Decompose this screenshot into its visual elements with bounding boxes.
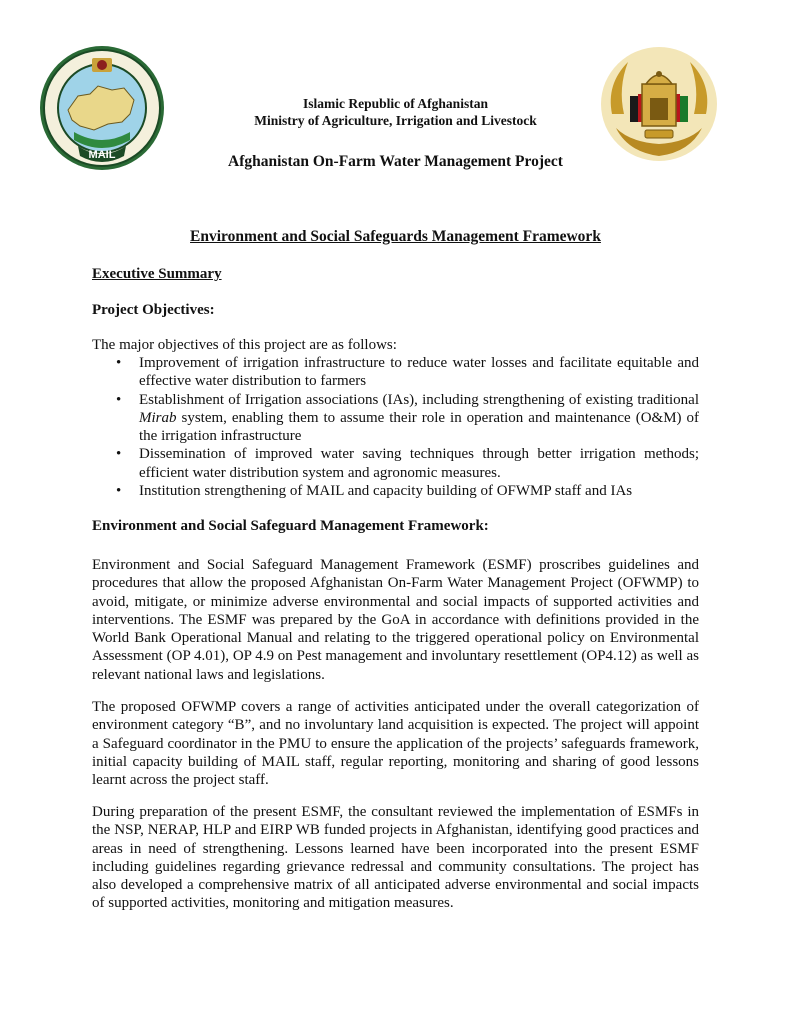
project-title: Afghanistan On-Farm Water Management Project <box>228 153 563 170</box>
document-title: Environment and Social Safeguards Management Framework <box>190 228 601 245</box>
bullet-icon: • <box>116 483 122 500</box>
objectives-intro: The major objectives of this project are as follows: <box>92 337 397 353</box>
objective-emphasis: Mirab <box>139 409 177 426</box>
esmf-paragraph-1: Environment and Social Safeguard Management Framework (ESMF) proscribes guidelines and procedures that allow the proposed Afghanistan On-Farm Water Management Project (OFWMP) to avoid, mitigate, or minimize adverse environmental and social impacts of supported activities and interventions. The ESMF was prepared by the GoA in accordance with definitions provided in the World Bank Operational Manual and relating to the triggered operational policy on Environmental Assessment (OP 4.01), OP 4.9 on Pest management and involuntary resettlement (OP4.12) as well as relevant national laws and legislations. <box>92 557 699 683</box>
esmf-paragraph-3: During preparation of the present ESMF, the consultant reviewed the implementation of ESMFs in the NSP, NERAP, HLP and EIRP WB funded projects in Afghanistan, identifying good practices and areas in need of strengthening. Lessons learned have been incorporated into the present ESMF including guidelines regarding grievance redressal and community consultations. The project has also developed a comprehensive matrix of all anticipated adverse environmental and social impacts of supported activities, monitoring and mitigation measures. <box>92 804 699 912</box>
list-item <box>92 482 699 500</box>
objective-text-post: system, enabling them to assume their role in operation and maintenance (O&M) of the irrigation infrastructure <box>139 409 699 445</box>
bullet-icon: • <box>116 391 122 408</box>
objective-text: Improvement of irrigation infrastructure to reduce water losses and facilitate equitable and effective water distribution to farmers <box>139 355 699 390</box>
bullet-icon: • <box>116 446 122 463</box>
objective-text: Institution strengthening of MAIL and capacity building of OFWMP staff and IAs <box>139 483 633 500</box>
objectives-heading: Project Objectives: <box>92 302 215 318</box>
list-item <box>92 354 699 391</box>
esmf-heading: Environment and Social Safeguard Management Framework: <box>92 518 489 534</box>
objective-text: Dissemination of improved water saving techniques through better irrigation methods; efficient water distribution system and agronomic measures. <box>139 446 699 481</box>
objective-text-pre: Establishment of Irrigation associations (IAs), including strengthening of existing traditional <box>139 391 699 408</box>
header-ministry: Ministry of Agriculture, Irrigation and Livestock <box>254 113 537 128</box>
list-item <box>92 391 699 446</box>
objectives-list <box>92 354 699 500</box>
executive-summary-heading: Executive Summary <box>92 266 222 282</box>
list-item <box>92 445 699 482</box>
bullet-icon: • <box>116 355 122 371</box>
header-country: Islamic Republic of Afghanistan <box>303 96 488 111</box>
esmf-paragraph-2: The proposed OFWMP covers a range of activities anticipated under the overall categorization of environment category “B”, and no involuntary land acquisition is expected. The project will appoint a Safeguard coordinator in the PMU to ensure the application of the projects’ safeguards framework, initial capacity building of MAIL staff, regular reporting, monitoring and sharing of good lessons learnt across the project staff. <box>92 699 699 789</box>
mail-seal-text: MAIL <box>88 149 116 161</box>
